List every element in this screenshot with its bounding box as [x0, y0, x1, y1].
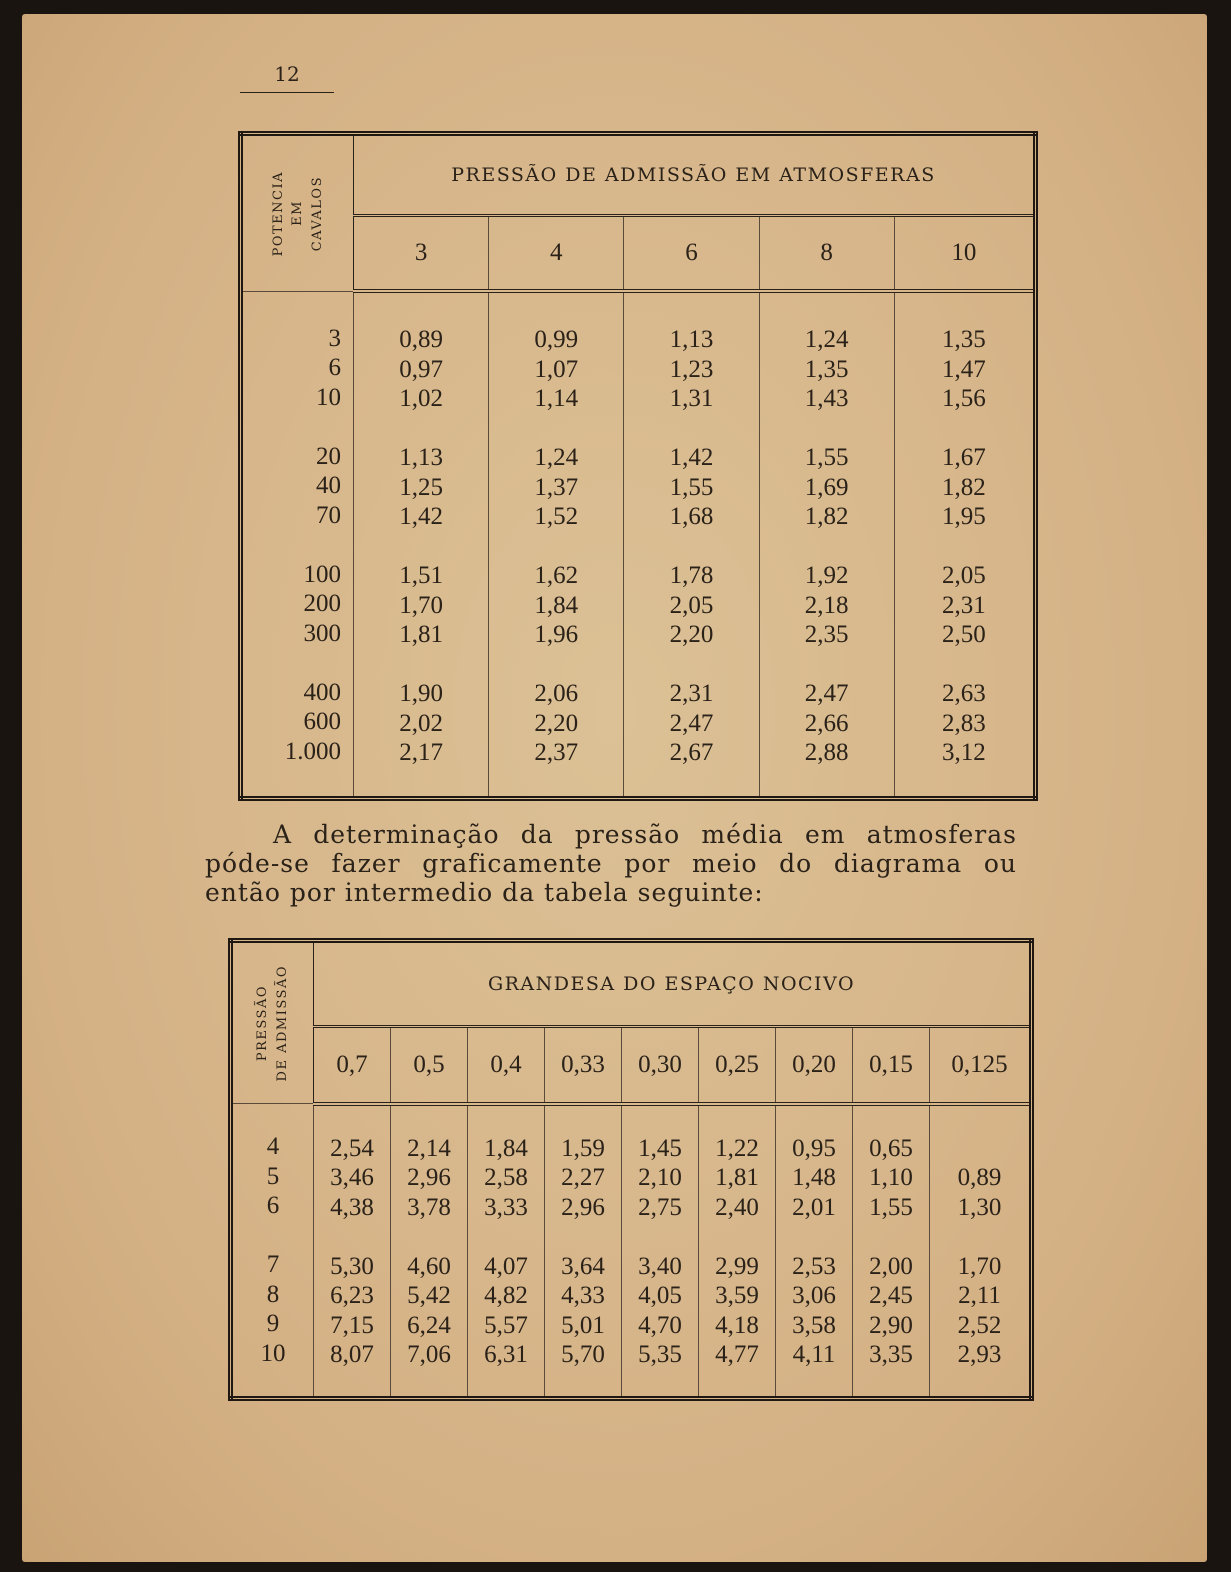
row-header-line: POTENCIA: [270, 170, 286, 256]
group-spacer: [489, 414, 623, 444]
table-cell: 1,10: [869, 1164, 913, 1191]
table-cell: 5,35: [638, 1341, 682, 1368]
table-cell: 4,77: [715, 1341, 759, 1368]
table-cell: 1,43: [804, 385, 849, 412]
column-header: 0,30: [622, 1026, 699, 1103]
table-cell: 1,52: [534, 503, 579, 530]
group-spacer: [624, 532, 758, 562]
table-cell: 4,70: [638, 1311, 682, 1339]
group-spacer: [314, 1222, 390, 1252]
data-column: [759, 291, 894, 798]
group-spacer: [895, 414, 1033, 444]
group-spacer: [243, 412, 341, 442]
table-cell: 1,81: [715, 1164, 759, 1191]
column-header: 0,20: [776, 1026, 853, 1103]
table-cell: 1,42: [399, 503, 443, 530]
group-spacer: [468, 1222, 544, 1252]
table-cell: 2,66: [804, 709, 849, 737]
table-cell: 4,38: [330, 1193, 374, 1221]
group-spacer: [853, 1222, 929, 1252]
table-cell: 1,14: [534, 385, 579, 412]
table-cell: 1,68: [669, 503, 714, 530]
table-cell: 5,30: [330, 1252, 374, 1280]
data-column: [930, 1104, 1032, 1399]
data-column: [622, 1104, 699, 1399]
group-spacer: [895, 532, 1033, 562]
table-cell: 3,58: [792, 1311, 836, 1339]
group-spacer: [354, 650, 488, 680]
row-header-horsepower: [241, 134, 354, 292]
data-column: [468, 1104, 545, 1399]
row-header-admission-pressure: [231, 941, 314, 1104]
table-cell: 2,99: [715, 1252, 759, 1280]
table-cell: 2,45: [869, 1282, 913, 1309]
table-cell: 3,59: [715, 1282, 759, 1309]
row-label: 6: [266, 1192, 280, 1219]
data-column: [314, 1104, 391, 1399]
table-cell: 4,07: [484, 1252, 528, 1280]
table-cell: 1,22: [715, 1134, 759, 1162]
table-cell: 1,84: [484, 1134, 528, 1162]
table-cell: 1,13: [399, 444, 443, 471]
row-label: 6: [328, 354, 341, 381]
table-cell: 1,70: [399, 591, 443, 619]
table-cell: 2,06: [534, 680, 579, 707]
table-cell: 1,92: [804, 562, 849, 589]
row-label: 1.000: [284, 737, 341, 765]
table-cell: 4,60: [407, 1252, 451, 1280]
table-cell: 1,70: [957, 1252, 1002, 1280]
table-cell: 1,48: [792, 1164, 836, 1191]
column-header: 8: [759, 216, 894, 292]
column-header: 0,4: [468, 1026, 545, 1103]
table-cell: 1,96: [534, 621, 579, 648]
group-spacer: [624, 414, 758, 444]
table-cell: 1,23: [669, 355, 714, 383]
column-header: 0,5: [391, 1026, 468, 1103]
group-spacer: [243, 530, 341, 560]
row-header-line: EM: [290, 200, 306, 227]
table-cell: 1,55: [669, 473, 714, 501]
table-cell: 2,00: [869, 1252, 913, 1280]
table-cell: 3,40: [638, 1252, 682, 1280]
table-cell: 1,13: [669, 326, 714, 353]
row-labels-column: [241, 291, 354, 798]
table-cell: 2,05: [669, 591, 714, 619]
table-cell: 2,14: [407, 1134, 451, 1162]
table-cell: 3,06: [792, 1282, 836, 1309]
table-cell: [930, 1134, 1029, 1164]
table-cell: 2,93: [957, 1341, 1002, 1368]
table-cell: 2,05: [942, 562, 986, 589]
column-header: 0,15: [853, 1026, 930, 1103]
table-cell: 1,67: [942, 444, 986, 471]
column-header: 10: [894, 216, 1035, 292]
data-column: [545, 1104, 622, 1399]
table-cell: 1,55: [804, 444, 849, 471]
table-cell: 1,90: [399, 680, 443, 707]
row-label: 5: [266, 1162, 280, 1190]
table-cell: 2,47: [804, 680, 849, 707]
data-column: [391, 1104, 468, 1399]
row-label: 8: [266, 1280, 280, 1308]
table-cell: 2,18: [804, 591, 849, 619]
paragraph-line: A determinação da pressão média em atmosferas: [273, 820, 1017, 849]
table-cell: 1,84: [534, 591, 579, 619]
table-cell: 3,78: [407, 1193, 451, 1221]
table-cell: 1,95: [942, 503, 986, 530]
table-cell: 4,05: [638, 1282, 682, 1309]
group-spacer: [760, 414, 894, 444]
table-cell: 3,64: [561, 1252, 605, 1280]
table-cell: 1,47: [942, 355, 986, 383]
table-cell: 1,55: [869, 1193, 913, 1221]
table-cell: 4,18: [715, 1311, 759, 1339]
group-spacer: [243, 648, 341, 678]
group-spacer: [760, 532, 894, 562]
table-cell: 1,81: [399, 621, 443, 648]
table-title: GRANDESA DO ESPAÇO NOCIVO: [314, 941, 1032, 1027]
table-cell: 3,12: [942, 739, 986, 766]
row-labels-column: [231, 1104, 314, 1399]
table-cell: 1,31: [669, 385, 714, 412]
table-cell: 2,20: [534, 709, 579, 737]
group-spacer: [622, 1222, 698, 1252]
data-column: [776, 1104, 853, 1399]
table-cell: 1,35: [804, 355, 849, 383]
table-cell: 4,33: [561, 1282, 605, 1309]
row-label: 40: [316, 472, 341, 499]
table-cell: 6,23: [330, 1282, 374, 1309]
group-spacer: [233, 1221, 313, 1251]
table-cell: 2,88: [804, 739, 849, 766]
table-cell: 2,47: [669, 709, 714, 737]
table-cell: 1,59: [561, 1134, 605, 1162]
table-cell: 1,56: [942, 385, 986, 412]
table-cell: 2,90: [869, 1311, 913, 1339]
table-cell: 0,99: [534, 326, 579, 353]
table-cell: 2,96: [407, 1164, 451, 1191]
table-cell: 2,53: [792, 1252, 836, 1280]
table-body-row: [231, 1104, 1032, 1399]
data-column: [894, 291, 1035, 798]
table-cell: 1,62: [534, 562, 579, 589]
group-spacer: [354, 532, 488, 562]
table-cell: 6,31: [484, 1341, 528, 1368]
table-cell: 2,37: [534, 739, 579, 766]
table-cell: 1,37: [534, 473, 579, 501]
table-cell: 2,50: [942, 621, 986, 648]
column-header-row: [231, 1026, 1032, 1103]
table-cell: 2,96: [561, 1193, 605, 1221]
table-body-row: [241, 291, 1036, 798]
row-label: 300: [303, 619, 341, 647]
row-label: 20: [316, 442, 341, 470]
table-cell: 0,97: [399, 355, 443, 383]
table-cell: 1,07: [534, 355, 579, 383]
table-cell: 1,30: [957, 1193, 1002, 1221]
table-cell: 1,45: [638, 1134, 682, 1162]
row-label: 100: [303, 560, 341, 588]
column-header: 6: [624, 216, 759, 292]
column-header: 4: [489, 216, 624, 292]
page-number: 12: [240, 62, 334, 93]
table-cell: 7,15: [330, 1311, 374, 1339]
table-cell: 1,82: [804, 503, 849, 530]
table-cell: 1,25: [399, 473, 443, 501]
column-header: 0,125: [930, 1026, 1032, 1103]
data-column: [624, 291, 759, 798]
table-cell: 2,17: [399, 739, 443, 766]
row-label: 400: [303, 678, 341, 706]
data-column: [699, 1104, 776, 1399]
group-spacer: [489, 532, 623, 562]
table-horsepower-pressure: [238, 131, 1038, 801]
group-spacer: [354, 414, 488, 444]
table-cell: 5,70: [561, 1341, 605, 1368]
table-cell: 6,24: [407, 1311, 451, 1339]
group-spacer: [699, 1222, 775, 1252]
row-header-line: PRESSÃO: [255, 984, 271, 1062]
table-clearance-space: [228, 938, 1034, 1401]
table-cell: 2,31: [942, 591, 986, 619]
row-label: 10: [316, 383, 341, 411]
table-cell: 2,01: [792, 1193, 836, 1221]
group-spacer: [760, 650, 894, 680]
table-cell: 2,52: [957, 1311, 1002, 1339]
row-label: 3: [328, 324, 341, 352]
table-cell: 0,65: [869, 1134, 913, 1162]
table-cell: 3,33: [484, 1193, 528, 1221]
table-cell: 2,10: [638, 1164, 682, 1191]
table-cell: 0,95: [792, 1134, 836, 1162]
table-title: PRESSÃO DE ADMISSÃO EM ATMOSFERAS: [354, 134, 1036, 216]
table-cell: 2,27: [561, 1164, 605, 1191]
table-cell: 2,02: [399, 709, 443, 737]
explanatory-paragraph: [205, 820, 1017, 907]
group-spacer: [624, 650, 758, 680]
table-cell: 1,78: [669, 562, 714, 589]
table-cell: 0,89: [957, 1164, 1002, 1191]
group-spacer: [391, 1222, 467, 1252]
table-cell: 4,82: [484, 1282, 528, 1309]
table-cell: 1,42: [669, 444, 714, 471]
row-label: 4: [266, 1133, 280, 1160]
group-spacer: [895, 650, 1033, 680]
table-cell: 2,35: [804, 621, 849, 648]
row-header-line: CAVALOS: [309, 175, 325, 251]
column-header: 0,33: [545, 1026, 622, 1103]
paragraph-line: póde-se fazer graficamente por meio do diagrama ou: [205, 849, 1017, 878]
group-spacer: [545, 1222, 621, 1252]
table-cell: 2,75: [638, 1193, 682, 1221]
row-label: 7: [266, 1251, 280, 1278]
table-cell: 1,69: [804, 473, 849, 501]
table-cell: 1,82: [942, 473, 986, 501]
data-column: [853, 1104, 930, 1399]
table-cell: 3,35: [869, 1341, 913, 1368]
table-cell: 5,42: [407, 1282, 451, 1309]
table-cell: 8,07: [330, 1341, 374, 1368]
row-label: 200: [303, 590, 341, 617]
row-header-line: DE ADMISSÃO: [275, 964, 290, 1082]
table-cell: 1,35: [942, 326, 986, 353]
data-column: [354, 291, 489, 798]
group-spacer: [930, 1222, 1029, 1252]
table-cell: 2,20: [669, 621, 714, 648]
table-cell: 2,54: [330, 1134, 374, 1162]
table-cell: 2,63: [942, 680, 986, 707]
column-header-row: [241, 216, 1036, 292]
column-header: 3: [354, 216, 489, 292]
group-spacer: [776, 1222, 852, 1252]
table-cell: 5,01: [561, 1311, 605, 1339]
data-column: [489, 291, 624, 798]
table-cell: 0,89: [399, 326, 443, 353]
table-cell: 1,24: [804, 326, 849, 353]
table-cell: 4,11: [792, 1341, 836, 1368]
table-cell: 2,11: [958, 1282, 1001, 1309]
row-label: 70: [316, 501, 341, 529]
column-header: 0,25: [699, 1026, 776, 1103]
row-label: 9: [266, 1310, 280, 1337]
table-cell: 2,58: [484, 1164, 528, 1191]
table-cell: 3,46: [330, 1164, 374, 1191]
table-cell: 5,57: [484, 1311, 528, 1339]
table-cell: 2,67: [669, 739, 714, 766]
table-cell: 1,02: [399, 385, 443, 412]
table-cell: 1,24: [534, 444, 579, 471]
table-cell: 7,06: [407, 1341, 451, 1368]
paragraph-line: então por intermedio da tabela seguinte:: [205, 878, 764, 907]
row-label: 10: [260, 1339, 286, 1367]
table-cell: 2,31: [669, 680, 714, 707]
table-cell: 2,40: [715, 1193, 759, 1221]
group-spacer: [489, 650, 623, 680]
row-label: 600: [303, 708, 341, 735]
table-cell: 2,83: [942, 709, 986, 737]
column-header: 0,7: [314, 1026, 391, 1103]
table-cell: 1,51: [399, 562, 443, 589]
